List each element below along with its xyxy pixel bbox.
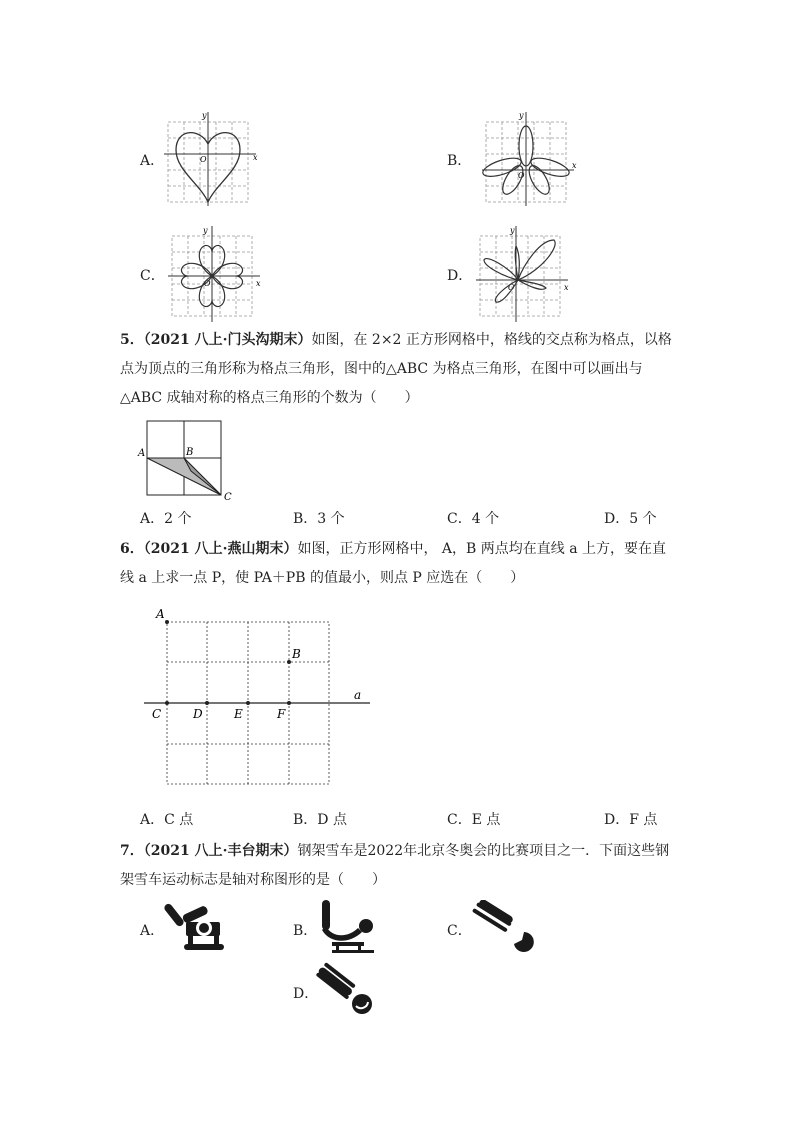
- skeleton-sled-icon-b[interactable]: [318, 898, 378, 960]
- q6-stem: [120, 535, 680, 593]
- label-b: B: [186, 447, 194, 458]
- skeleton-sled-icon-d[interactable]: [316, 960, 382, 1020]
- label-c: C: [224, 492, 232, 503]
- option-letter: B．: [447, 153, 472, 169]
- option-letter: D．: [447, 268, 473, 284]
- label-f: F: [277, 707, 286, 721]
- axis-y-label: y: [519, 111, 524, 120]
- point-f: [287, 701, 291, 705]
- label-e: E: [234, 707, 243, 721]
- q6-option-a[interactable]: A．C 点: [140, 812, 194, 828]
- point-c: [165, 701, 169, 705]
- q5-stem: [120, 326, 680, 413]
- q7-option-c-letter[interactable]: C．: [447, 923, 472, 939]
- origin-label: O: [204, 279, 211, 288]
- origin-label: O: [508, 283, 515, 292]
- q5-text-line3: △ABC 成轴对称的格点三角形的个数为（ ）: [120, 390, 419, 406]
- q5-text-line1: 如图，在 2×2 正方形网格中，格线的交点称为格点，以格: [311, 332, 672, 348]
- q6-text-line1: 如图，正方形网格中， A，B 两点均在直线 a 上方，要在直: [297, 541, 667, 557]
- point-b: [287, 660, 291, 664]
- skeleton-sled-icon-a[interactable]: [164, 896, 230, 962]
- butterfly-curve: [484, 240, 555, 302]
- q6-option-c[interactable]: C．E 点: [447, 812, 501, 828]
- label-a: A: [138, 448, 146, 459]
- q5-text-line2: 点为顶点的三角形称为格点三角形，图中的△ABC 为格点三角形，在图中可以画出与: [120, 361, 643, 377]
- q7-stem: [120, 837, 680, 895]
- q7-option-d-letter[interactable]: D．: [293, 986, 319, 1002]
- point-e: [246, 701, 250, 705]
- q4-figure-b: [482, 108, 582, 208]
- label-c: C: [152, 707, 162, 721]
- q6-option-b[interactable]: B．D 点: [293, 812, 347, 828]
- label-a: A: [156, 607, 165, 621]
- label-line-a: a: [354, 688, 362, 702]
- q7-text-line1: 钢架雪车是2022年北京冬奥会的比赛项目之一．下面这些钢: [297, 843, 670, 859]
- q7-option-a-letter[interactable]: A．: [140, 923, 165, 939]
- q6-source: （2021 八上·燕山期末）: [143, 541, 298, 557]
- axis-x-label: x: [572, 161, 577, 170]
- q6-number: 6．: [120, 541, 144, 557]
- q5-number: 5．: [120, 332, 144, 348]
- axis-x-label: x: [564, 283, 569, 292]
- axis-y-label: y: [510, 226, 515, 235]
- point-d: [205, 701, 209, 705]
- option-letter: C．: [140, 268, 165, 284]
- point-a: [165, 620, 169, 624]
- q4-figure-c: [168, 224, 268, 324]
- axis-y-label: y: [202, 111, 207, 120]
- axis-x-label: x: [256, 279, 261, 288]
- q7-text-line2: 架雪车运动标志是轴对称图形的是（ ）: [120, 872, 386, 888]
- q4-figure-d: [476, 224, 576, 324]
- axis-y-label: y: [203, 226, 208, 235]
- q7-number: 7．: [120, 843, 144, 859]
- q5-option-b[interactable]: B．3 个: [293, 511, 345, 527]
- q7-source: （2021 八上·丰台期末）: [143, 843, 298, 859]
- q6-option-d[interactable]: D．F 点: [604, 812, 658, 828]
- q5-option-a[interactable]: A．2 个: [140, 511, 192, 527]
- q5-option-d[interactable]: D．5 个: [604, 511, 657, 527]
- q5-option-c[interactable]: C．4 个: [447, 511, 500, 527]
- label-d: D: [193, 707, 203, 721]
- five-petal-curve: [482, 126, 571, 197]
- origin-label: O: [200, 155, 207, 164]
- q6-figure: [140, 604, 380, 794]
- skeleton-sled-icon-c[interactable]: [472, 900, 538, 954]
- origin-label: O: [518, 171, 525, 180]
- axis-x-label: x: [253, 153, 258, 162]
- label-b: B: [292, 647, 301, 661]
- q5-figure: [136, 416, 246, 504]
- option-letter: A．: [140, 153, 165, 169]
- q6-text-line2: 线 a 上求一点 P，使 PA＋PB 的值最小，则点 P 应选在（ ）: [120, 570, 525, 586]
- q4-figure-a: [160, 108, 260, 208]
- q7-option-b-letter[interactable]: B．: [293, 923, 318, 939]
- q5-source: （2021 八上·门头沟期末）: [143, 332, 312, 348]
